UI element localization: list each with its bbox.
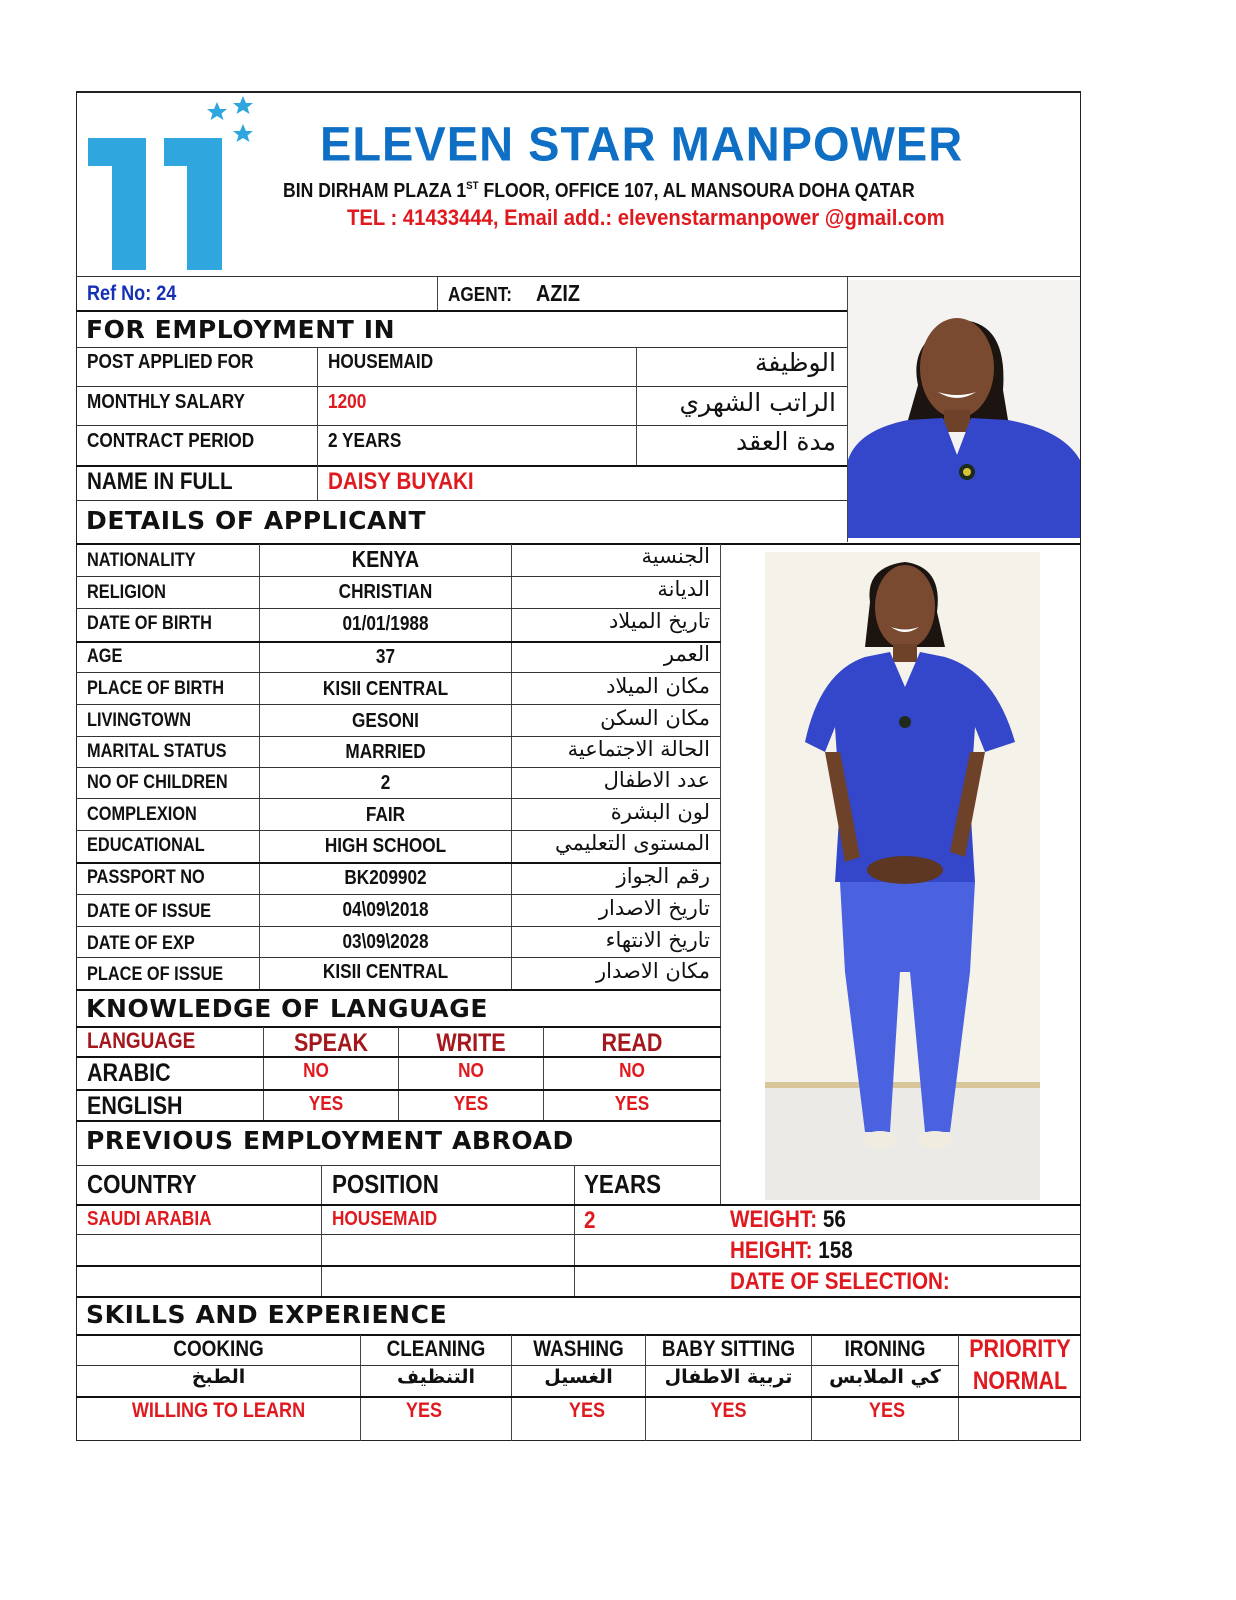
- detail-value: MARRIED: [345, 741, 426, 763]
- language-header: LANGUAGE: [87, 1028, 196, 1053]
- field-label-salary: MONTHLY SALARY: [87, 391, 246, 413]
- company-name: ELEVEN STAR MANPOWER: [320, 116, 964, 171]
- prev-employment-header: POSITION: [332, 1169, 439, 1199]
- section-title-details: DETAILS OF APPLICANT: [86, 506, 427, 535]
- detail-value: BK209902: [344, 867, 427, 889]
- ref-number: Ref No: 24: [87, 282, 177, 305]
- language-name: ENGLISH: [87, 1092, 183, 1120]
- field-arabic-post: الوظيفة: [755, 348, 836, 377]
- divider: [263, 1027, 264, 1120]
- agent-label: AGENT:: [448, 284, 513, 306]
- divider: [76, 1120, 721, 1122]
- detail-arabic: مكان الميلاد: [606, 674, 710, 698]
- divider: [76, 276, 1081, 277]
- divider: [958, 1335, 959, 1441]
- language-header: READ: [601, 1029, 663, 1057]
- weight-field: WEIGHT: 56: [730, 1206, 846, 1233]
- prev-employment-country: SAUDI ARABIA: [87, 1208, 212, 1230]
- divider: [847, 277, 848, 542]
- language-read: NO: [619, 1060, 645, 1082]
- detail-arabic: الجنسية: [641, 544, 710, 568]
- divider: [437, 277, 438, 310]
- skill-label-baby-sitting: BABY SITTING: [661, 1336, 796, 1361]
- divider: [76, 704, 721, 705]
- detail-value: KENYA: [351, 546, 420, 572]
- divider: [76, 1265, 1081, 1267]
- agent-value: AZIZ: [536, 280, 580, 306]
- divider: [76, 500, 847, 501]
- divider: [76, 957, 721, 958]
- language-read: YES: [614, 1093, 650, 1115]
- divider: [76, 926, 721, 927]
- prev-employment-header: YEARS: [584, 1169, 662, 1199]
- section-title-language: KNOWLEDGE OF LANGUAGE: [86, 994, 489, 1023]
- detail-label: LIVINGTOWN: [87, 710, 192, 731]
- detail-label: MARITAL STATUS: [87, 741, 227, 762]
- prev-employment-position: HOUSEMAID: [332, 1208, 438, 1230]
- field-value-salary: 1200: [328, 391, 367, 413]
- skill-label-cooking: COOKING: [173, 1336, 264, 1361]
- divider: [76, 543, 1081, 545]
- divider: [360, 1335, 361, 1441]
- star-icon: [207, 102, 227, 120]
- divider: [76, 798, 721, 799]
- divider: [76, 347, 847, 348]
- detail-value: CHRISTIAN: [338, 581, 433, 603]
- detail-value: 01/01/1988: [342, 613, 429, 635]
- detail-label: AGE: [87, 646, 123, 667]
- divider: [76, 386, 847, 387]
- divider: [720, 544, 721, 1204]
- divider: [76, 576, 721, 577]
- divider: [76, 641, 721, 643]
- detail-arabic: المستوى التعليمي: [554, 831, 710, 855]
- divider: [76, 465, 847, 467]
- divider: [76, 1234, 1081, 1235]
- field-arabic-salary: الراتب الشهري: [679, 388, 836, 417]
- skill-arabic-ironing: كي الملابس: [829, 1366, 941, 1388]
- detail-label: DATE OF EXP: [87, 933, 195, 954]
- detail-value: 03\09\2028: [342, 931, 429, 953]
- skill-arabic-baby-sitting: تربية الاطفال: [664, 1366, 793, 1388]
- skill-value-cooking: WILLING TO LEARN: [131, 1399, 306, 1422]
- language-speak: YES: [308, 1093, 344, 1115]
- detail-value: HIGH SCHOOL: [324, 835, 447, 857]
- field-label-name: NAME IN FULL: [87, 468, 233, 495]
- detail-arabic: مكان السكن: [600, 706, 710, 730]
- section-title-previous-employment: PREVIOUS EMPLOYMENT ABROAD: [86, 1126, 574, 1155]
- detail-arabic: تاريخ الانتهاء: [605, 928, 710, 952]
- detail-label: COMPLEXION: [87, 804, 197, 825]
- detail-label: DATE OF BIRTH: [87, 613, 212, 634]
- detail-arabic: عدد الاطفال: [603, 768, 710, 792]
- skill-arabic-cleaning: التنظيف: [396, 1366, 476, 1388]
- divider: [645, 1335, 646, 1441]
- detail-value: 37: [375, 646, 396, 668]
- detail-label: PLACE OF ISSUE: [87, 964, 224, 985]
- company-logo: [86, 96, 256, 272]
- section-title-skills: SKILLS AND EXPERIENCE: [86, 1300, 448, 1329]
- company-address: BIN DIRHAM PLAZA 1ST FLOOR, OFFICE 107, AL MANSOURA DOHA QATAR: [283, 180, 915, 202]
- detail-label: RELIGION: [87, 582, 166, 603]
- divider: [398, 1027, 399, 1120]
- star-icon: [233, 96, 253, 114]
- divider: [543, 1027, 544, 1120]
- applicant-full-body-photo: [765, 552, 1040, 1200]
- field-label-post: POST APPLIED FOR: [87, 351, 254, 373]
- detail-arabic: الديانة: [657, 577, 710, 601]
- company-contact: TEL : 41433444, Email add.: elevenstarmanpower @gmail.com: [347, 205, 945, 230]
- detail-arabic: تاريخ الاصدار: [598, 896, 710, 920]
- date-of-selection-label: DATE OF SELECTION:: [730, 1268, 950, 1295]
- detail-arabic: الحالة الاجتماعية: [567, 737, 710, 761]
- detail-arabic: مكان الاصدار: [596, 959, 710, 983]
- height-field: HEIGHT: 158: [730, 1237, 853, 1264]
- divider: [76, 672, 721, 673]
- divider: [511, 1335, 512, 1441]
- divider: [76, 989, 721, 991]
- divider: [76, 425, 847, 426]
- skill-label-washing: WASHING: [533, 1336, 624, 1361]
- skill-label-ironing: IRONING: [844, 1336, 926, 1361]
- priority-label: PRIORITY: [969, 1335, 1071, 1363]
- language-header: SPEAK: [293, 1029, 369, 1057]
- divider: [317, 347, 318, 500]
- divider: [76, 1204, 1081, 1206]
- detail-arabic: رقم الجواز: [616, 864, 710, 888]
- language-header: WRITE: [436, 1029, 506, 1057]
- language-name: ARABIC: [87, 1059, 171, 1087]
- applicant-portrait-photo: [848, 280, 1080, 538]
- divider: [811, 1335, 812, 1441]
- detail-value: 2: [380, 772, 391, 794]
- detail-label: PASSPORT NO: [87, 867, 205, 888]
- detail-arabic: لون البشرة: [610, 800, 710, 824]
- field-label-contract: CONTRACT PERIOD: [87, 430, 255, 452]
- divider: [76, 310, 847, 312]
- divider: [636, 347, 637, 465]
- applicant-name: DAISY BUYAKI: [328, 468, 474, 495]
- section-title-employment: FOR EMPLOYMENT IN: [86, 315, 396, 344]
- detail-arabic: العمر: [663, 642, 710, 666]
- skill-arabic-washing: الغسيل: [544, 1366, 613, 1388]
- language-write: NO: [458, 1060, 484, 1082]
- detail-value: KISII CENTRAL: [322, 961, 449, 983]
- detail-label: EDUCATIONAL: [87, 835, 205, 856]
- divider: [574, 1165, 575, 1296]
- language-write: YES: [453, 1093, 489, 1115]
- divider: [321, 1165, 322, 1296]
- field-arabic-contract: مدة العقد: [736, 427, 836, 456]
- star-icon: [233, 124, 253, 142]
- detail-label: DATE OF ISSUE: [87, 901, 212, 922]
- priority-value: NORMAL: [972, 1367, 1068, 1395]
- prev-employment-years: 2: [584, 1207, 596, 1234]
- skill-arabic-cooking: الطبخ: [191, 1366, 246, 1388]
- detail-value: KISII CENTRAL: [322, 678, 449, 700]
- detail-label: PLACE OF BIRTH: [87, 678, 225, 699]
- detail-value: FAIR: [365, 804, 406, 826]
- detail-value: 04\09\2018: [342, 899, 429, 921]
- detail-arabic: تاريخ الميلاد: [608, 609, 710, 633]
- field-value-contract: 2 YEARS: [328, 430, 402, 452]
- divider: [76, 1089, 721, 1091]
- prev-employment-header: COUNTRY: [87, 1169, 197, 1199]
- skill-label-cleaning: CLEANING: [386, 1336, 486, 1361]
- language-speak: NO: [303, 1060, 329, 1082]
- divider: [76, 1396, 1081, 1398]
- divider: [76, 1056, 721, 1058]
- divider: [76, 1296, 1081, 1298]
- field-value-post: HOUSEMAID: [328, 351, 434, 373]
- skill-value-washing: YES: [568, 1399, 606, 1422]
- detail-value: GESONI: [352, 710, 419, 732]
- detail-label: NATIONALITY: [87, 550, 196, 571]
- divider: [76, 894, 721, 895]
- skill-value-ironing: YES: [868, 1399, 906, 1422]
- skill-value-cleaning: YES: [405, 1399, 443, 1422]
- detail-label: NO OF CHILDREN: [87, 772, 228, 793]
- divider: [76, 1165, 721, 1166]
- skill-value-baby-sitting: YES: [710, 1399, 747, 1422]
